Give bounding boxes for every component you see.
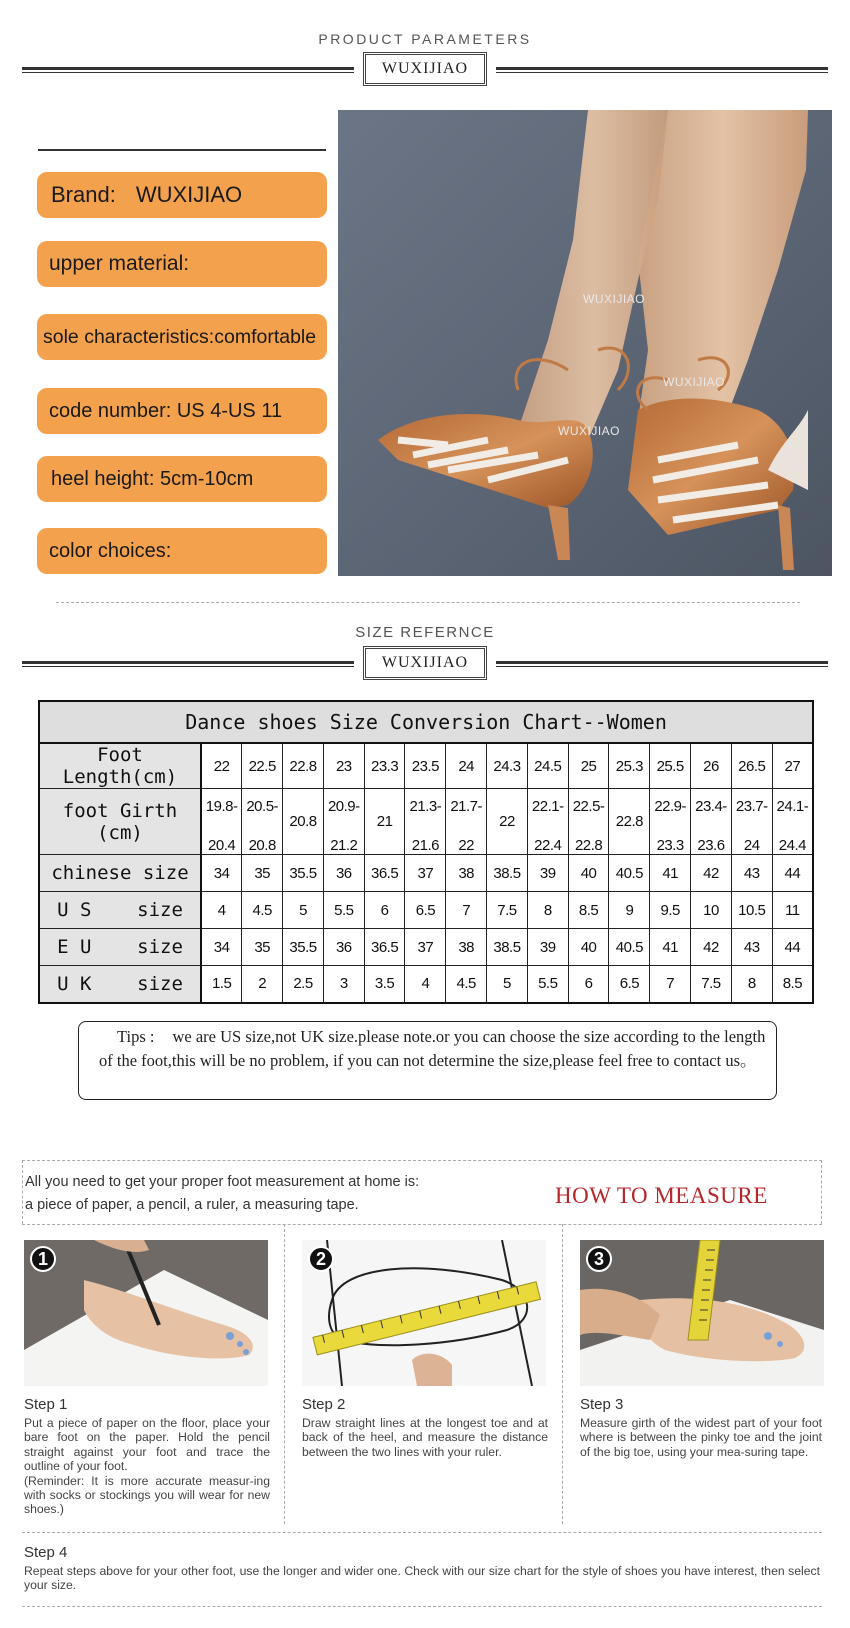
step-2-heading: Step 2 xyxy=(302,1396,346,1413)
size-chart-caption: Dance shoes Size Conversion Chart--Women xyxy=(39,701,813,743)
girth-top: 22.1- xyxy=(531,797,564,815)
watermark-1: WUXIJIAO xyxy=(583,292,646,306)
table-cell xyxy=(323,789,364,855)
table-cell xyxy=(405,789,446,855)
table-cell: 23 xyxy=(323,743,364,789)
table-cell: 41 xyxy=(650,929,691,966)
table-cell: 11 xyxy=(772,892,813,929)
girth-bottom: 23.6 xyxy=(697,836,725,854)
param-brand xyxy=(37,172,327,218)
size-rule-left xyxy=(22,661,354,667)
table-cell: 6 xyxy=(364,892,405,929)
table-cell: 4 xyxy=(201,892,242,929)
girth-bottom: 21.6 xyxy=(411,836,439,854)
table-cell: 6.5 xyxy=(609,966,650,1003)
param-upper-material xyxy=(37,241,327,287)
table-cell: 8 xyxy=(527,892,568,929)
table-cell xyxy=(772,789,813,855)
table-cell: 3.5 xyxy=(364,966,405,1003)
table-cell: 40.5 xyxy=(609,929,650,966)
table-cell: 4.5 xyxy=(242,892,283,929)
table-cell: 5 xyxy=(283,892,324,929)
table-cell: 40 xyxy=(568,929,609,966)
table-cell: 7.5 xyxy=(691,966,732,1003)
table-cell: 41 xyxy=(650,855,691,892)
table-cell: 22.8 xyxy=(283,743,324,789)
girth-top: 22.9- xyxy=(654,797,687,815)
table-cell xyxy=(650,789,691,855)
table-cell: 4.5 xyxy=(446,966,487,1003)
girth-top: 21.3- xyxy=(409,797,442,815)
table-cell: 9.5 xyxy=(650,892,691,929)
table-cell: 5.5 xyxy=(527,966,568,1003)
param-sole-label: sole characteristics:comfortable xyxy=(43,325,317,348)
section-divider xyxy=(56,602,800,603)
measure-intro-text xyxy=(25,1171,419,1217)
step-4-heading: Step 4 xyxy=(24,1544,68,1561)
table-cell: 35.5 xyxy=(283,929,324,966)
product-photo xyxy=(338,110,832,576)
tips-label: Tips : xyxy=(117,1027,155,1046)
table-cell: 34 xyxy=(201,855,242,892)
size-reference-title: SIZE REFERNCE xyxy=(355,624,495,641)
table-cell: 5 xyxy=(487,966,528,1003)
girth-bottom: 22.8 xyxy=(574,836,603,854)
table-cell xyxy=(446,789,487,855)
girth-bottom: 20.8 xyxy=(248,836,276,854)
table-cell: 27 xyxy=(772,743,813,789)
measure-divider-bottom xyxy=(22,1532,822,1533)
table-cell: 8 xyxy=(731,966,772,1003)
table-cell: 39 xyxy=(527,929,568,966)
table-cell: 37 xyxy=(405,929,446,966)
step-1-image xyxy=(24,1240,268,1386)
trace-foot-illustration xyxy=(24,1240,268,1386)
table-cell: 7.5 xyxy=(487,892,528,929)
param-brand-value: WUXIJIAO xyxy=(135,182,243,207)
table-cell: 35.5 xyxy=(283,855,324,892)
table-row xyxy=(39,929,813,966)
table-cell: 43 xyxy=(731,855,772,892)
table-cell: 38.5 xyxy=(487,855,528,892)
table-cell: 23.3 xyxy=(364,743,405,789)
table-cell: 25.3 xyxy=(609,743,650,789)
param-sole xyxy=(37,314,327,360)
table-row xyxy=(39,855,813,892)
intro-line-2: a piece of paper, a pencil, a ruler, a measuring tape. xyxy=(25,1197,359,1213)
row-label: foot Girth (cm) xyxy=(39,789,201,855)
table-cell: 24 xyxy=(446,743,487,789)
tape-illustration xyxy=(580,1240,824,1386)
table-cell xyxy=(568,789,609,855)
table-cell: 42 xyxy=(691,855,732,892)
table-cell: 10 xyxy=(691,892,732,929)
girth-bottom: 24 xyxy=(743,836,760,854)
header-rule-right xyxy=(496,67,828,73)
table-cell: 22.8 xyxy=(609,789,650,855)
table-cell: 7 xyxy=(446,892,487,929)
table-cell: 26.5 xyxy=(731,743,772,789)
table-row xyxy=(39,892,813,929)
table-cell: 22.5 xyxy=(242,743,283,789)
table-cell: 44 xyxy=(772,929,813,966)
product-parameters-title: PRODUCT PARAMETERS xyxy=(318,31,532,47)
watermark-2: WUXIJIAO xyxy=(663,375,726,389)
tips-box xyxy=(78,1021,777,1100)
measure-intro xyxy=(22,1160,822,1224)
param-heel-height xyxy=(37,456,327,502)
girth-bottom: 22.4 xyxy=(534,836,562,854)
param-upper-material-label: upper material: xyxy=(49,252,190,275)
row-label: chinese size xyxy=(39,855,201,892)
measure-divider-top xyxy=(22,1224,822,1225)
table-cell: 39 xyxy=(527,855,568,892)
table-row xyxy=(39,966,813,1003)
step-1-number: 1 xyxy=(30,1246,56,1272)
table-cell xyxy=(201,789,242,855)
table-cell: 6.5 xyxy=(405,892,446,929)
step-1-text: Put a piece of paper on the floor, place your bare foot on the paper. Hold the pencil straight against your foot and trace the outline of your foot. (Reminder: It is more accurate measur-ing with socks or stockings you will wear for new shoes.) xyxy=(24,1416,270,1517)
table-cell xyxy=(527,789,568,855)
param-code-number-label: code number: US 4-US 11 xyxy=(49,399,283,422)
table-cell: 10.5 xyxy=(731,892,772,929)
table-cell: 37 xyxy=(405,855,446,892)
table-cell: 6 xyxy=(568,966,609,1003)
step-2-text: Draw straight lines at the longest toe and at back of the heel, and measure the distance between the two lines with your ruler. xyxy=(302,1416,548,1459)
row-label: Foot Length(cm) xyxy=(39,743,201,789)
step-3-text: Measure girth of the widest part of your foot where is between the pinky toe and the joint of the big toe, using your mea-suring tape. xyxy=(580,1416,822,1459)
table-cell: 40 xyxy=(568,855,609,892)
girth-top: 23.4- xyxy=(695,797,727,815)
intro-line-1: All you need to get your proper foot measurement at home is: xyxy=(25,1174,420,1190)
param-color-choices xyxy=(37,528,327,574)
step-3-heading: Step 3 xyxy=(580,1396,624,1413)
table-cell: 20.8 xyxy=(283,789,324,855)
table-cell: 38.5 xyxy=(487,929,528,966)
table-cell: 38 xyxy=(446,855,487,892)
table-cell: 2.5 xyxy=(283,966,324,1003)
size-brand-badge: WUXIJIAO xyxy=(363,646,487,680)
table-cell: 35 xyxy=(242,855,283,892)
table-cell: 36 xyxy=(323,929,364,966)
girth-top: 22.5- xyxy=(572,797,605,815)
girth-bottom: 20.4 xyxy=(208,836,236,854)
girth-top: 20.9- xyxy=(327,797,360,815)
param-divider xyxy=(38,149,326,151)
table-cell: 36 xyxy=(323,855,364,892)
measure-divider-v2 xyxy=(562,1224,563,1524)
param-color-choices-label: color choices: xyxy=(49,539,172,562)
table-cell: 25 xyxy=(568,743,609,789)
girth-top: 20.5- xyxy=(246,797,279,815)
table-cell: 22 xyxy=(487,789,528,855)
ruler-illustration xyxy=(302,1240,546,1386)
table-cell: 36.5 xyxy=(364,855,405,892)
watermark-3: WUXIJIAO xyxy=(558,424,621,438)
table-cell: 44 xyxy=(772,855,813,892)
step-2-number: 2 xyxy=(308,1246,334,1272)
girth-bottom: 23.3 xyxy=(656,836,684,854)
row-label: U S size xyxy=(39,892,201,929)
row-label: E U size xyxy=(39,929,201,966)
brand-badge: WUXIJIAO xyxy=(363,52,487,86)
dance-shoes-image xyxy=(338,110,832,576)
table-cell xyxy=(242,789,283,855)
table-cell: 42 xyxy=(691,929,732,966)
step-4-text: Repeat steps above for your other foot, use the longer and wider one. Check with our size chart for the style of shoes you have interest, then select your size. xyxy=(24,1564,820,1593)
step-1-heading: Step 1 xyxy=(24,1396,68,1413)
table-cell: 25.5 xyxy=(650,743,691,789)
size-rule-right xyxy=(496,661,828,667)
girth-bottom: 22 xyxy=(458,836,475,854)
step-3-number: 3 xyxy=(586,1246,612,1272)
table-cell: 24.3 xyxy=(487,743,528,789)
girth-bottom: 21.2 xyxy=(330,836,358,854)
table-cell: 8.5 xyxy=(772,966,813,1003)
step-3-image xyxy=(580,1240,824,1386)
how-to-measure xyxy=(22,1160,822,1608)
header-rule-left xyxy=(22,67,354,73)
table-row xyxy=(39,789,813,855)
girth-bottom: 24.4 xyxy=(778,836,806,854)
param-code-number xyxy=(37,388,327,434)
size-conversion-chart xyxy=(38,700,814,1004)
table-cell: 9 xyxy=(609,892,650,929)
girth-top: 23.7- xyxy=(735,797,768,815)
table-cell xyxy=(691,789,732,855)
row-label: U K size xyxy=(39,966,201,1003)
table-cell: 5.5 xyxy=(323,892,364,929)
table-cell: 8.5 xyxy=(568,892,609,929)
table-row xyxy=(39,743,813,789)
measure-divider-end xyxy=(22,1606,822,1607)
param-heel-height-label: heel height: 5cm-10cm xyxy=(51,467,254,490)
table-cell: 34 xyxy=(201,929,242,966)
girth-top: 24.1- xyxy=(776,797,809,815)
param-brand-label: Brand: xyxy=(51,182,116,207)
step-2-image xyxy=(302,1240,546,1386)
table-cell: 4 xyxy=(405,966,446,1003)
table-cell: 36.5 xyxy=(364,929,405,966)
table-cell: 26 xyxy=(691,743,732,789)
measure-divider-v1 xyxy=(284,1224,285,1524)
girth-top: 21.7- xyxy=(450,797,483,815)
table-cell: 7 xyxy=(650,966,691,1003)
table-cell: 3 xyxy=(323,966,364,1003)
tips-text: we are US size,not UK size.please note.or you can choose the size according to the length of the foot,this will be no problem, if you can not determine the size,please feel free to contact us。 xyxy=(99,1027,766,1070)
how-to-measure-title: HOW TO MEASURE xyxy=(555,1183,768,1208)
table-cell: 35 xyxy=(242,929,283,966)
table-cell: 40.5 xyxy=(609,855,650,892)
table-cell: 21 xyxy=(364,789,405,855)
table-cell: 38 xyxy=(446,929,487,966)
table-cell: 23.5 xyxy=(405,743,446,789)
table-cell: 43 xyxy=(731,929,772,966)
table-cell xyxy=(731,789,772,855)
table-cell: 22 xyxy=(201,743,242,789)
table-cell: 2 xyxy=(242,966,283,1003)
girth-top: 19.8- xyxy=(205,797,238,815)
table-cell: 1.5 xyxy=(201,966,242,1003)
table-cell: 24.5 xyxy=(527,743,568,789)
